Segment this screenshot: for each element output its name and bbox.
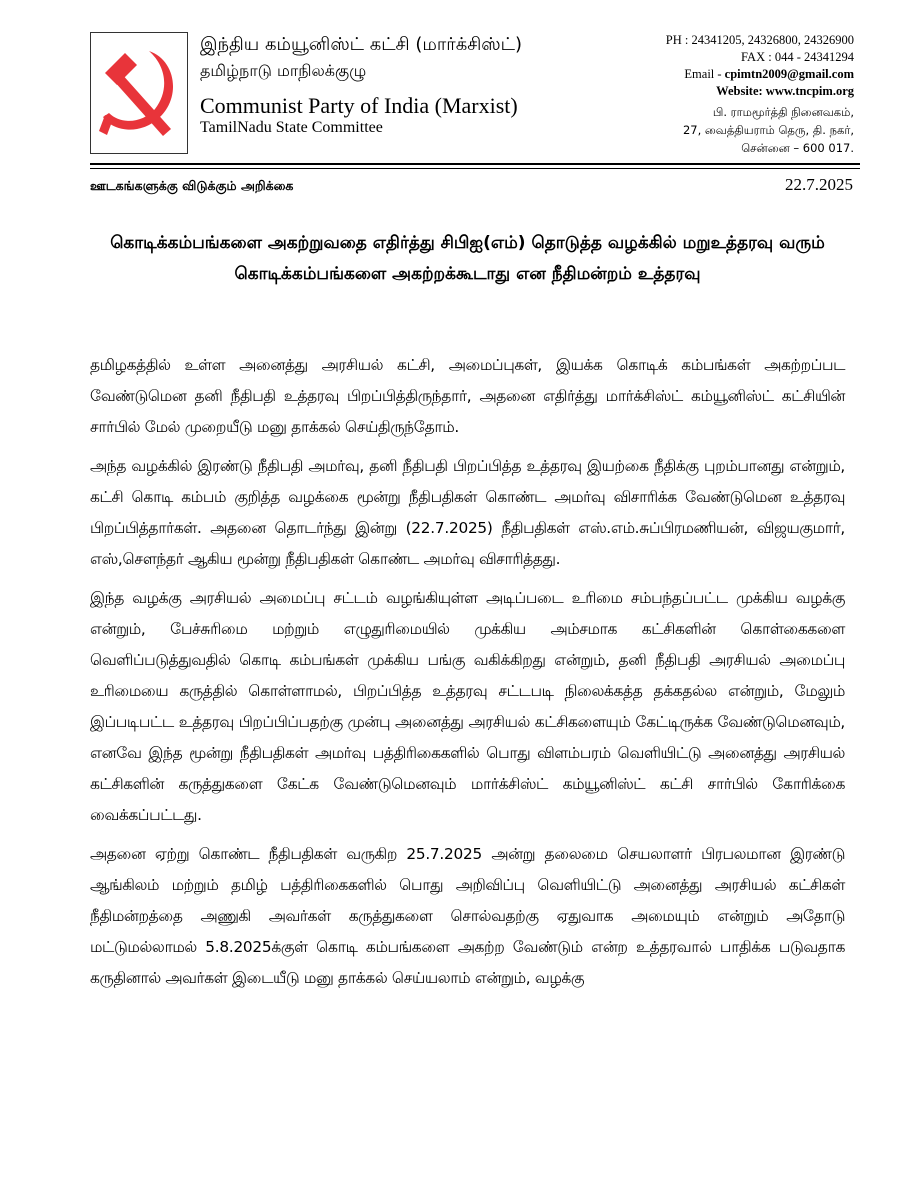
address-line-3: சென்னை – 600 017.	[741, 141, 854, 155]
email-label: Email -	[684, 67, 725, 81]
press-release-label: ஊடகங்களுக்கு விடுக்கும் அறிக்கை	[90, 178, 294, 193]
paragraph: அதனை ஏற்று கொண்ட நீதிபதிகள் வருகிற 25.7.2025 அன்று தலைமை செயலாளர் பிரபலமான இரண்டு ஆங்கிலம் மற்றும் தமிழ் பத்திரிகைகளில் பொது அறிவிப்பு வெளியிட்டு அனைத்து அரசியல் கட்சிகள் நீதிமன்றத்தை அணுகி அவர்கள் கருத்துகளை சொல்வதற்கு ஏதுவாக அமையும் என்றும் அதோடு மட்டுமல்லாமல் 5.8.2025க்குள் கொடி கம்பங்களை அகற்ற வேண்டும் என்ற உத்தரவால் பாதிக்க படுவதாக கருதினால் அவர்கள் இடையீடு மனு தாக்கல் செய்யலாம் என்றும், வழக்கு	[90, 845, 845, 987]
state-committee-tamil: தமிழ்நாடு மாநிலக்குழு	[200, 61, 367, 80]
header-divider-thick	[90, 163, 860, 165]
email-address[interactable]: cpimtn2009@gmail.com	[724, 67, 854, 81]
phone-numbers: PH : 24341205, 24326800, 24326900	[665, 33, 854, 47]
paragraph: அந்த வழக்கில் இரண்டு நீதிபதி அமர்வு, தனி நீதிபதி பிறப்பித்த உத்தரவு இயற்கை நீதிக்கு புறம்பானது என்றும், கட்சி கொடி கம்பம் குறித்த வழக்கை மூன்று நீதிபதிகள் கொண்ட அமர்வு விசாரிக்க வேண்டுமென உத்தரவு பிறப்பித்தார்கள். அதனை தொடர்ந்து இன்று (22.7.2025) நீதிபதிகள் எஸ்.எம்.சுப்பிரமணியன், விஜயகுமார், எஸ்,சௌந்தர் ஆகிய மூன்று நீதிபதிகள் கொண்ட அமர்வு விசாரித்தது.	[90, 457, 845, 568]
website-link[interactable]: Website: www.tncpim.org	[716, 84, 854, 98]
state-committee-english: TamilNadu State Committee	[200, 119, 383, 136]
fax-number: FAX : 044 - 24341294	[741, 50, 854, 64]
address-block	[666, 103, 854, 157]
header-divider-thin	[90, 168, 860, 169]
party-name-block	[200, 32, 620, 138]
press-release-body	[90, 350, 845, 1002]
contact-block	[666, 32, 854, 157]
party-name-tamil: இந்திய கம்யூனிஸ்ட் கட்சி (மார்க்சிஸ்ட்)	[200, 34, 522, 55]
party-logo	[90, 32, 188, 154]
press-release-heading: கொடிக்கம்பங்களை அகற்றுவதை எதிர்த்து சிபிஐ(எம்) தொடுத்த வழக்கில் மறுஉத்தரவு வரும் கொடிக்கம்பங்களை அகற்றக்கூடாது என நீதிமன்றம் உத்தரவு	[110, 233, 825, 284]
letterhead	[90, 32, 860, 160]
party-name-english: Communist Party of India (Marxist)	[200, 93, 518, 118]
address-line-1: பி. ராமமூர்த்தி நினைவகம்,	[712, 105, 854, 119]
paragraph: இந்த வழக்கு அரசியல் அமைப்பு சட்டம் வழங்கியுள்ள அடிப்படை உரிமை சம்பந்தப்பட்ட முக்கிய வழக்கு என்றும், பேச்சுரிமை மற்றும் எழுதுரிமையில் முக்கிய அம்சமாக கட்சிகளின் கொள்கைகளை வெளிப்படுத்துவதில் கொடி கம்பங்கள் முக்கிய பங்கு வகிக்கிறது என்றும், தனி நீதிபதி அரசியல் அமைப்பு உரிமையை கருத்தில் கொள்ளாமல், பிறப்பித்த உத்தரவு சட்டபடி நிலைக்கத்த தக்கதல்ல என்றும், மேலும் இப்படிபட்ட உத்தரவு பிறப்பிப்பதற்கு முன்பு அனைத்து அரசியல் கட்சிகளையும் கேட்டிருக்க வேண்டுமெனவும், எனவே இந்த மூன்று நீதிபதிகள் அமர்வு பத்திரிகைகளில் பொது விளம்பரம் வெளியிட்டு அனைத்து அரசியல் கட்சிகளின் கருத்துகளை கேட்க வேண்டுமெனவும் மார்க்சிஸ்ட் கம்யூனிஸ்ட் கட்சி சார்பில் கோரிக்கை வைக்கப்பட்டது.	[90, 589, 845, 824]
email-line	[666, 66, 854, 83]
paragraph: தமிழகத்தில் உள்ள அனைத்து அரசியல் கட்சி, அமைப்புகள், இயக்க கொடிக் கம்பங்கள் அகற்றப்பட வேண்டுமென தனி நீதிபதி உத்தரவு பிறப்பித்திருந்தார், அதனை எதிர்த்து மார்க்சிஸ்ட் கம்யூனிஸ்ட் கட்சியின் சார்பில் மேல் முறையீடு மனு தாக்கல் செய்திருந்தோம்.	[90, 356, 845, 436]
address-line-2: 27, வைத்தியராம் தெரு, தி. நகர்,	[682, 123, 854, 137]
hammer-sickle-icon	[91, 33, 187, 153]
release-date: 22.7.2025	[785, 175, 853, 194]
